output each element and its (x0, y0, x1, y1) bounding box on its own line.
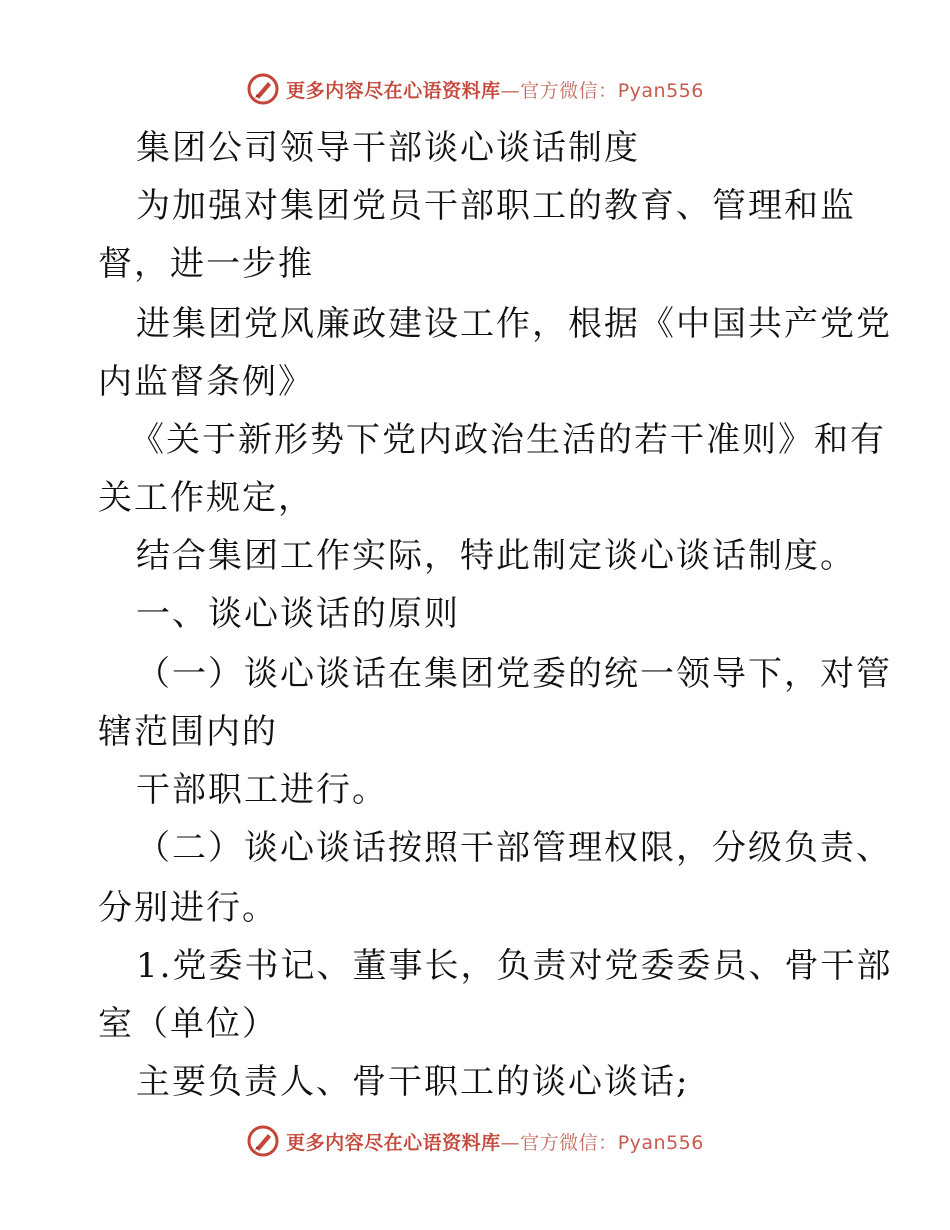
watermark-header (0, 72, 950, 106)
watermark-main-text: 更多内容尽在心语资料库 (286, 79, 501, 102)
watermark-separator-text: —官方微信： (500, 79, 618, 102)
paragraph-line: 干部职工进行。 (136, 770, 388, 810)
paragraph-line: 室（单位） (98, 1004, 278, 1044)
paragraph-line: 督，进一步推 (98, 244, 314, 284)
paragraph-line: 关工作规定， (98, 478, 314, 518)
document-title: 集团公司领导干部谈心谈话制度 (136, 128, 640, 168)
section-heading: 一、谈心谈话的原则 (136, 594, 460, 634)
paragraph-line: 为加强对集团党员干部职工的教育、管理和监 (136, 186, 856, 226)
watermark-handle: Pyan556 (617, 1131, 704, 1154)
watermark-separator-text: —官方微信： (500, 1131, 618, 1154)
paragraph-line: 1.党委书记、董事长，负责对党委委员、骨干部 (136, 946, 893, 986)
paragraph-line: 内监督条例》 (98, 362, 314, 402)
pen-logo-icon (246, 72, 280, 106)
paragraph-line: （一）谈心谈话在集团党委的统一领导下，对管 (136, 654, 892, 694)
paragraph-line: 结合集团工作实际，特此制定谈心谈话制度。 (136, 536, 856, 576)
paragraph-line: 辖范围内的 (98, 712, 278, 752)
watermark-handle: Pyan556 (617, 79, 704, 102)
watermark-main-text: 更多内容尽在心语资料库 (286, 1131, 501, 1154)
paragraph-line: 进集团党风廉政建设工作，根据《中国共产党党 (136, 304, 892, 344)
paragraph-line: （二）谈心谈话按照干部管理权限，分级负责、 (136, 828, 892, 868)
pen-logo-icon (246, 1124, 280, 1158)
paragraph-line: 主要负责人、骨干职工的谈心谈话; (136, 1062, 690, 1102)
paragraph-line: 《关于新形势下党内政治生活的若干准则》和有 (130, 420, 886, 460)
paragraph-line: 分别进行。 (98, 888, 278, 928)
watermark-footer (0, 1124, 950, 1158)
